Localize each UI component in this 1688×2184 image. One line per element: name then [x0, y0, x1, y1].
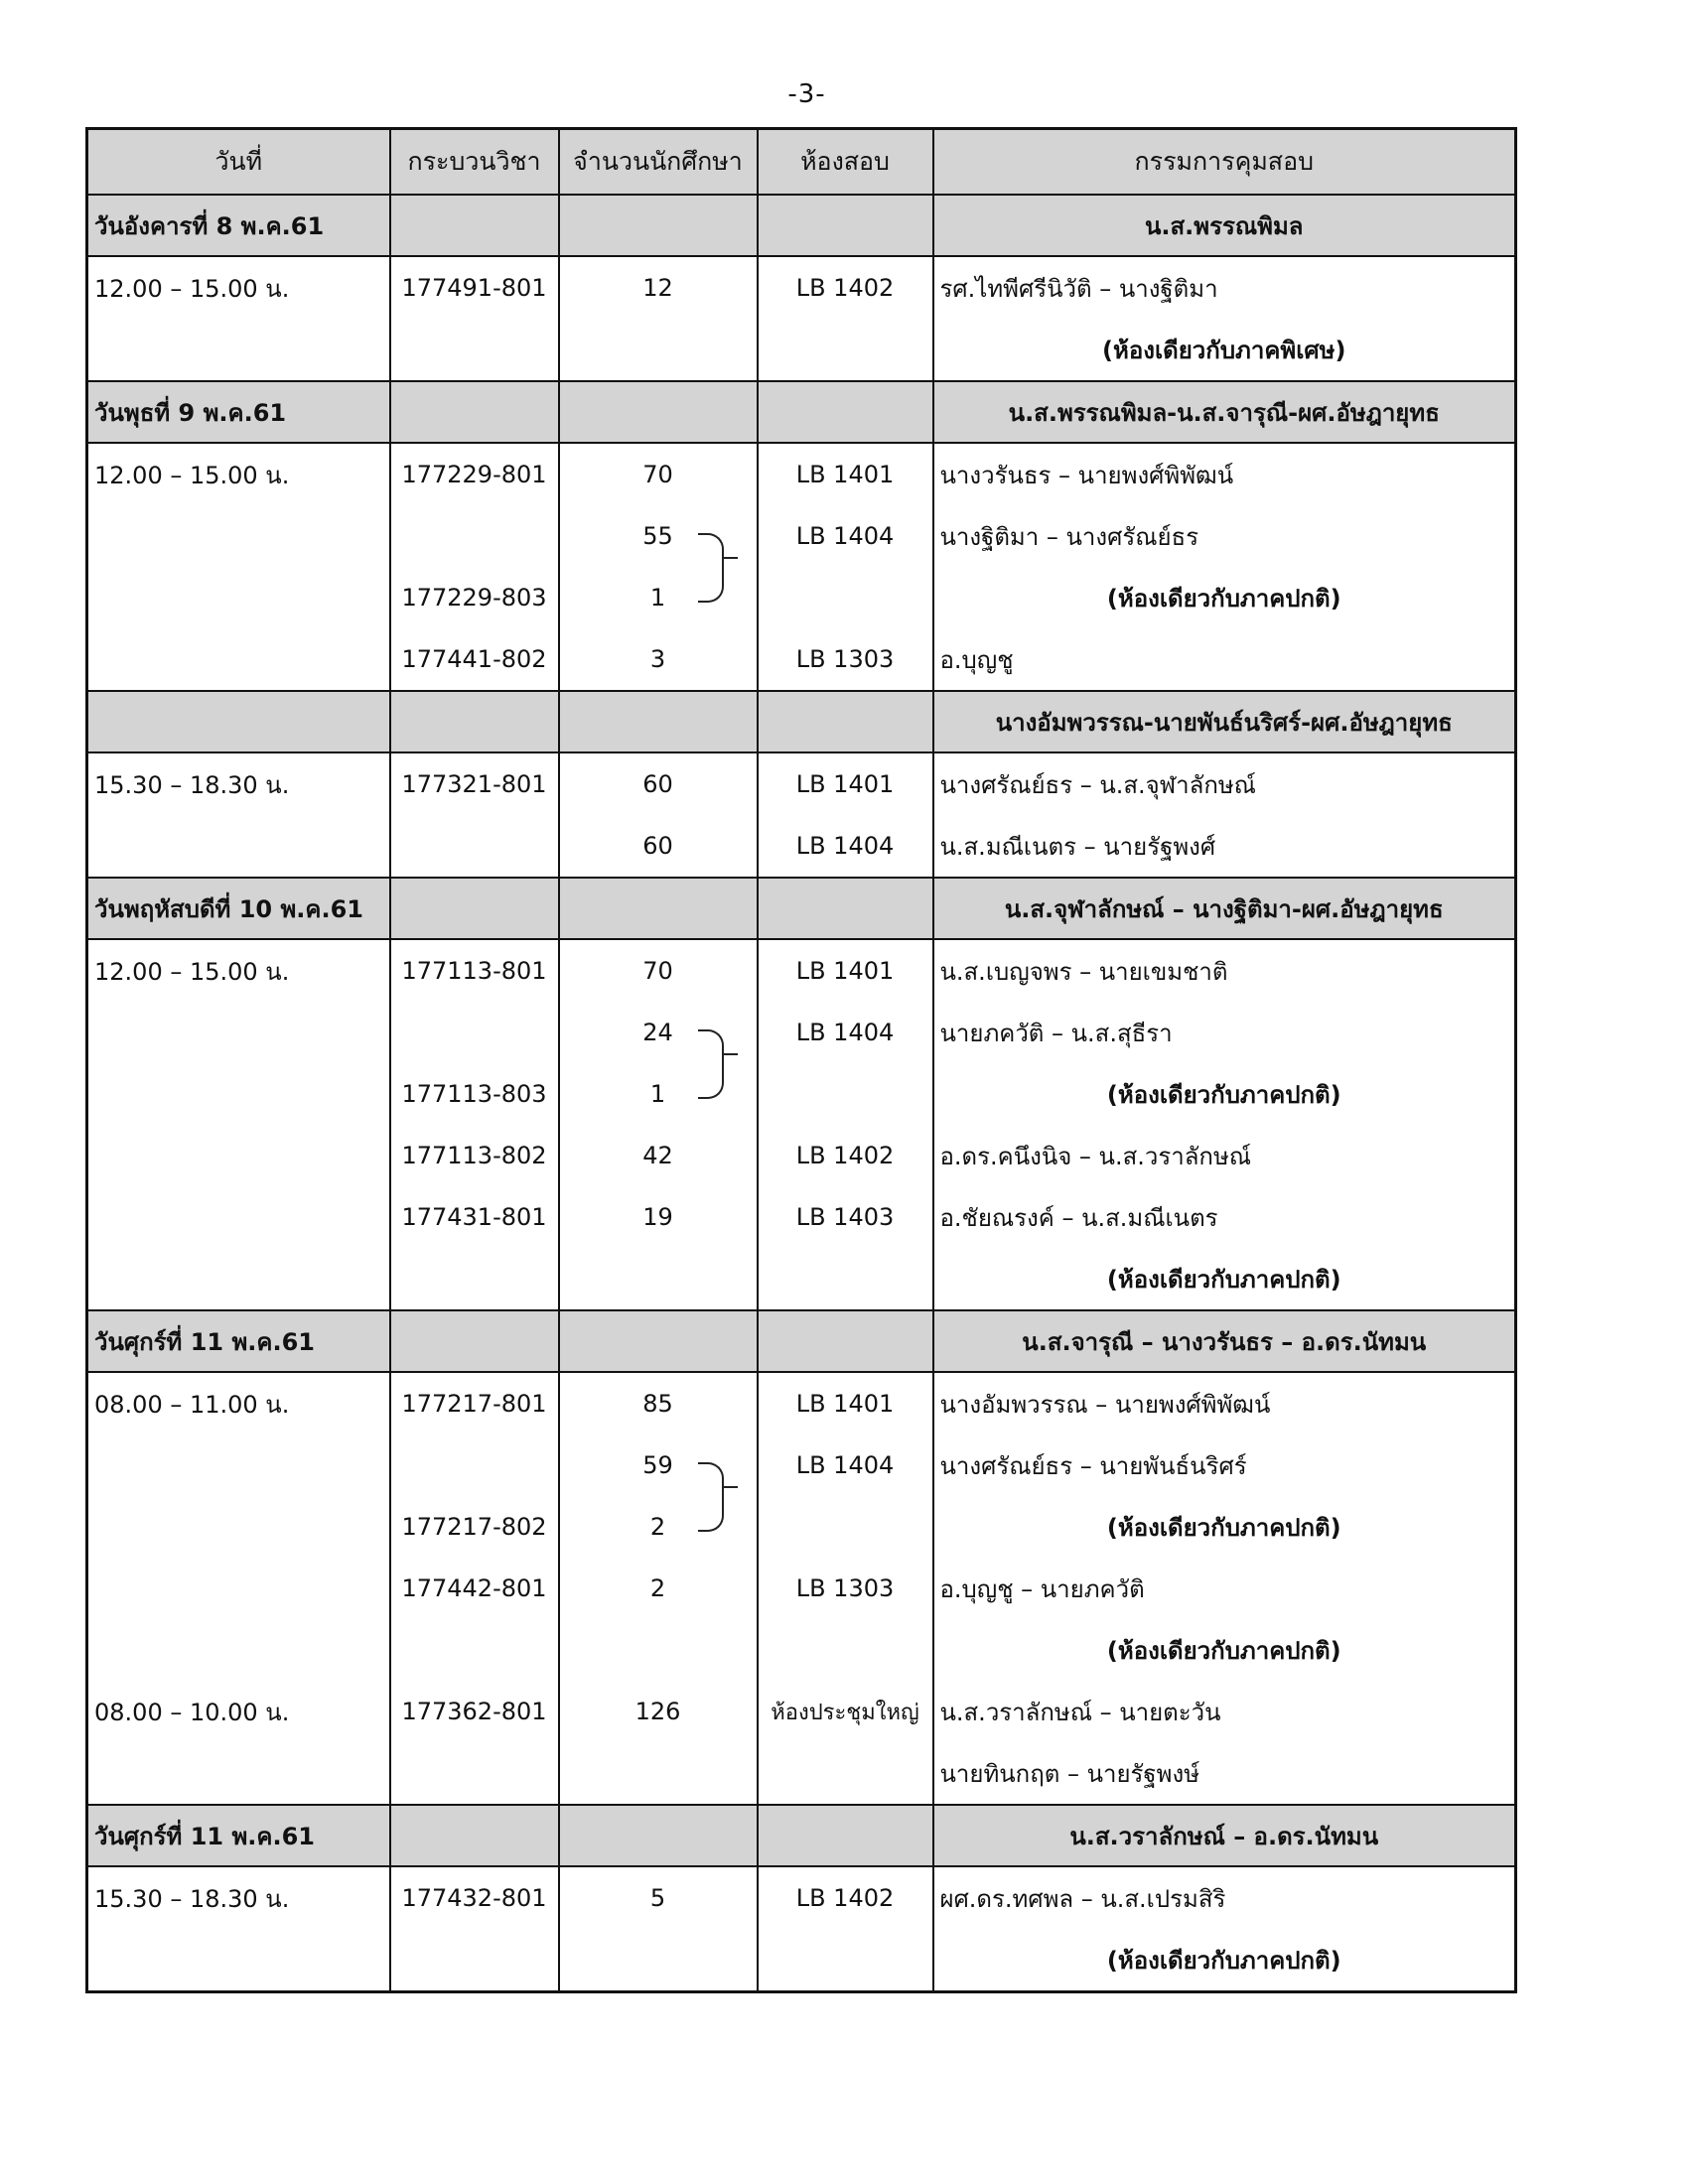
time-cell: 15.30 – 18.30 น.	[87, 752, 390, 815]
table-row	[87, 443, 1516, 505]
course-cell	[390, 319, 559, 381]
committee-cell: อ.ชัยณรงค์ – น.ส.มณีเนตร	[933, 1186, 1516, 1248]
student-count-value: 60	[642, 832, 673, 860]
empty-cell	[758, 691, 933, 752]
empty-cell	[559, 195, 758, 256]
student-count-value: 2	[649, 1513, 666, 1541]
course-cell	[390, 1929, 559, 1992]
empty-cell	[390, 195, 559, 256]
day-header-row	[87, 1310, 1516, 1372]
time-cell: 12.00 – 15.00 น.	[87, 443, 390, 505]
day-committee-cell: น.ส.วราลักษณ์ – อ.ดร.นัทมน	[933, 1805, 1516, 1866]
time-cell: 15.30 – 18.30 น.	[87, 1866, 390, 1929]
table-row	[87, 1558, 1516, 1619]
table-row	[87, 1372, 1516, 1434]
day-header-row	[87, 1805, 1516, 1866]
course-cell	[390, 1002, 559, 1063]
day-date-cell: วันพุธที่ 9 พ.ค.61	[87, 381, 390, 443]
schedule-body	[87, 195, 1516, 1992]
committee-cell: น.ส.เบญจพร – นายเขมชาติ	[933, 939, 1516, 1002]
empty-cell	[390, 691, 559, 752]
student-count-cell	[559, 1125, 758, 1186]
room-cell: LB 1404	[758, 1434, 933, 1496]
committee-cell: รศ.ไทพีศรีนิวัติ – นางฐิติมา	[933, 256, 1516, 319]
empty-cell	[758, 195, 933, 256]
course-cell: 177431-801	[390, 1186, 559, 1248]
time-cell: 12.00 – 15.00 น.	[87, 939, 390, 1002]
same-room-note: (ห้องเดียวกับภาคปกติ)	[933, 1619, 1516, 1681]
time-cell	[87, 628, 390, 691]
student-count-value: 70	[642, 957, 673, 985]
day-header-row	[87, 691, 1516, 752]
course-cell: 177229-803	[390, 567, 559, 628]
day-committee-cell: น.ส.จุฬาลักษณ์ – นางฐิติมา-ผศ.อัษฎายุทธ	[933, 878, 1516, 939]
table-row	[87, 1742, 1516, 1805]
table-row	[87, 1619, 1516, 1681]
table-row	[87, 319, 1516, 381]
time-cell: 08.00 – 10.00 น.	[87, 1681, 390, 1742]
header-committee: กรรมการคุมสอบ	[933, 129, 1516, 196]
committee-cell: ผศ.ดร.ทศพล – น.ส.เปรมสิริ	[933, 1866, 1516, 1929]
student-count-cell	[559, 1619, 758, 1681]
same-room-note: (ห้องเดียวกับภาคปกติ)	[933, 1248, 1516, 1310]
room-cell: LB 1401	[758, 752, 933, 815]
brace-tip-mark	[722, 1053, 738, 1055]
time-cell	[87, 319, 390, 381]
student-count-value: 1	[649, 584, 666, 612]
time-cell	[87, 1929, 390, 1992]
course-cell: 177113-803	[390, 1063, 559, 1125]
student-count-value: 42	[642, 1142, 673, 1169]
room-cell	[758, 1619, 933, 1681]
student-count-value: 85	[642, 1390, 673, 1418]
table-row	[87, 1929, 1516, 1992]
student-count-cell	[559, 1002, 758, 1063]
day-committee-cell: นางอัมพวรรณ-นายพันธ์นริศร์-ผศ.อัษฎายุทธ	[933, 691, 1516, 752]
page-number: -3-	[787, 79, 826, 109]
time-cell	[87, 1619, 390, 1681]
course-cell: 177491-801	[390, 256, 559, 319]
day-header-row	[87, 381, 1516, 443]
student-count-cell	[559, 567, 758, 628]
student-count-value: 2	[649, 1574, 666, 1602]
time-cell	[87, 1248, 390, 1310]
day-date-cell: วันพฤหัสบดีที่ 10 พ.ค.61	[87, 878, 390, 939]
room-cell: LB 1404	[758, 1002, 933, 1063]
student-count-cell	[559, 1186, 758, 1248]
header-date: วันที่	[87, 129, 390, 196]
student-count-cell	[559, 1558, 758, 1619]
day-header-row	[87, 195, 1516, 256]
committee-cell: นางวรันธร – นายพงศ์พิพัฒน์	[933, 443, 1516, 505]
table-row	[87, 1125, 1516, 1186]
committee-cell: อ.บุญชู – นายภควัติ	[933, 1558, 1516, 1619]
course-cell: 177362-801	[390, 1681, 559, 1742]
student-count-cell	[559, 1063, 758, 1125]
course-cell: 177217-802	[390, 1496, 559, 1558]
day-committee-cell: น.ส.จารุณี – นางวรันธร – อ.ดร.นัทมน	[933, 1310, 1516, 1372]
student-count-value: 59	[642, 1451, 673, 1479]
committee-cell: น.ส.มณีเนตร – นายรัฐพงศ์	[933, 815, 1516, 878]
student-count-cell	[559, 1742, 758, 1805]
room-cell: LB 1303	[758, 628, 933, 691]
student-count-cell	[559, 1866, 758, 1929]
time-cell	[87, 1434, 390, 1496]
room-cell: LB 1401	[758, 1372, 933, 1434]
student-count-value: 3	[649, 645, 666, 673]
table-row	[87, 1002, 1516, 1063]
empty-cell	[559, 691, 758, 752]
brace-top-mark	[698, 533, 724, 567]
committee-cell: อ.ดร.คนึงนิจ – น.ส.วราลักษณ์	[933, 1125, 1516, 1186]
table-row	[87, 815, 1516, 878]
day-header-row	[87, 878, 1516, 939]
room-cell: LB 1403	[758, 1186, 933, 1248]
student-count-cell	[559, 443, 758, 505]
table-row	[87, 1496, 1516, 1558]
empty-cell	[559, 381, 758, 443]
header-students: จำนวนนักศึกษา	[559, 129, 758, 196]
student-count-cell	[559, 505, 758, 567]
room-cell: LB 1402	[758, 1125, 933, 1186]
student-count-cell	[559, 1248, 758, 1310]
day-committee-cell: น.ส.พรรณพิมล	[933, 195, 1516, 256]
table-row	[87, 752, 1516, 815]
exam-schedule-table	[85, 127, 1517, 1993]
time-cell	[87, 1125, 390, 1186]
time-cell	[87, 1186, 390, 1248]
room-cell: LB 1401	[758, 443, 933, 505]
student-count-cell	[559, 1434, 758, 1496]
student-count-cell	[559, 1372, 758, 1434]
room-cell	[758, 567, 933, 628]
empty-cell	[390, 1805, 559, 1866]
table-row	[87, 567, 1516, 628]
table-row	[87, 628, 1516, 691]
brace-top-mark	[698, 1029, 724, 1063]
brace-tip-mark	[722, 1486, 738, 1488]
student-count-cell	[559, 628, 758, 691]
room-cell	[758, 1742, 933, 1805]
committee-cell: นางอัมพวรรณ – นายพงศ์พิพัฒน์	[933, 1372, 1516, 1434]
day-date-cell: วันศุกร์ที่ 11 พ.ค.61	[87, 1805, 390, 1866]
empty-cell	[390, 878, 559, 939]
course-cell	[390, 505, 559, 567]
course-cell: 177217-801	[390, 1372, 559, 1434]
time-cell	[87, 505, 390, 567]
room-cell: LB 1303	[758, 1558, 933, 1619]
room-cell: LB 1404	[758, 505, 933, 567]
committee-cell: นางศรัณย์ธร – น.ส.จุฬาลักษณ์	[933, 752, 1516, 815]
room-cell: LB 1402	[758, 256, 933, 319]
committee-cell: นายทินกฤต – นายรัฐพงษ์	[933, 1742, 1516, 1805]
course-cell: 177321-801	[390, 752, 559, 815]
student-count-cell	[559, 939, 758, 1002]
header-room: ห้องสอบ	[758, 129, 933, 196]
empty-cell	[758, 381, 933, 443]
course-cell: 177432-801	[390, 1866, 559, 1929]
student-count-cell	[559, 1496, 758, 1558]
time-cell	[87, 1496, 390, 1558]
room-cell	[758, 319, 933, 381]
brace-top-mark	[698, 1462, 724, 1496]
time-cell: 08.00 – 11.00 น.	[87, 1372, 390, 1434]
empty-cell	[758, 878, 933, 939]
student-count-value: 19	[642, 1203, 673, 1231]
header-course: กระบวนวิชา	[390, 129, 559, 196]
student-count-cell	[559, 815, 758, 878]
room-cell: LB 1401	[758, 939, 933, 1002]
empty-cell	[758, 1310, 933, 1372]
same-room-note: (ห้องเดียวกับภาคปกติ)	[933, 1063, 1516, 1125]
empty-cell	[390, 1310, 559, 1372]
course-cell: 177113-802	[390, 1125, 559, 1186]
room-cell: LB 1404	[758, 815, 933, 878]
student-count-cell	[559, 1681, 758, 1742]
same-room-note: (ห้องเดียวกับภาคปกติ)	[933, 567, 1516, 628]
time-cell	[87, 815, 390, 878]
day-date-cell: วันศุกร์ที่ 11 พ.ค.61	[87, 1310, 390, 1372]
same-room-note: (ห้องเดียวกับภาคพิเศษ)	[933, 319, 1516, 381]
student-count-value: 60	[642, 770, 673, 798]
course-cell	[390, 1742, 559, 1805]
committee-cell: นางศรัณย์ธร – นายพันธ์นริศร์	[933, 1434, 1516, 1496]
table-row	[87, 1866, 1516, 1929]
empty-cell	[559, 878, 758, 939]
course-cell: 177229-801	[390, 443, 559, 505]
table-row	[87, 256, 1516, 319]
committee-cell: น.ส.วราลักษณ์ – นายตะวัน	[933, 1681, 1516, 1742]
brace-bottom-mark	[698, 567, 724, 603]
day-date-cell: วันอังคารที่ 8 พ.ค.61	[87, 195, 390, 256]
course-cell	[390, 1619, 559, 1681]
committee-cell: นางฐิติมา – นางศรัณย์ธร	[933, 505, 1516, 567]
day-committee-cell: น.ส.พรรณพิมล-น.ส.จารุณี-ผศ.อัษฎายุทธ	[933, 381, 1516, 443]
student-count-cell	[559, 319, 758, 381]
room-cell	[758, 1063, 933, 1125]
student-count-cell	[559, 256, 758, 319]
course-cell	[390, 1248, 559, 1310]
room-cell: ห้องประชุมใหญ่	[758, 1681, 933, 1742]
student-count-value: 70	[642, 461, 673, 488]
table-row	[87, 1434, 1516, 1496]
empty-cell	[390, 381, 559, 443]
course-cell	[390, 1434, 559, 1496]
student-count-value: 1	[649, 1080, 666, 1108]
time-cell	[87, 1742, 390, 1805]
brace-bottom-mark	[698, 1063, 724, 1099]
student-count-value: 5	[649, 1884, 666, 1912]
course-cell: 177113-801	[390, 939, 559, 1002]
table-header-row	[87, 129, 1516, 196]
room-cell	[758, 1929, 933, 1992]
time-cell	[87, 1063, 390, 1125]
brace-bottom-mark	[698, 1496, 724, 1532]
empty-cell	[559, 1805, 758, 1866]
table-row	[87, 505, 1516, 567]
time-cell	[87, 567, 390, 628]
time-cell	[87, 1558, 390, 1619]
time-cell	[87, 1002, 390, 1063]
room-cell	[758, 1248, 933, 1310]
course-cell: 177441-802	[390, 628, 559, 691]
same-room-note: (ห้องเดียวกับภาคปกติ)	[933, 1929, 1516, 1992]
day-date-cell	[87, 691, 390, 752]
room-cell: LB 1402	[758, 1866, 933, 1929]
table-row	[87, 939, 1516, 1002]
committee-cell: นายภควัติ – น.ส.สุธีรา	[933, 1002, 1516, 1063]
course-cell	[390, 815, 559, 878]
empty-cell	[559, 1310, 758, 1372]
same-room-note: (ห้องเดียวกับภาคปกติ)	[933, 1496, 1516, 1558]
student-count-cell	[559, 1929, 758, 1992]
table-row	[87, 1063, 1516, 1125]
committee-cell: อ.บุญชู	[933, 628, 1516, 691]
student-count-value: 126	[634, 1698, 681, 1725]
table-row	[87, 1681, 1516, 1742]
empty-cell	[758, 1805, 933, 1866]
student-count-value: 24	[642, 1019, 673, 1046]
brace-tip-mark	[722, 557, 738, 559]
table-row	[87, 1248, 1516, 1310]
table-row	[87, 1186, 1516, 1248]
room-cell	[758, 1496, 933, 1558]
student-count-cell	[559, 752, 758, 815]
student-count-value: 55	[642, 522, 673, 550]
time-cell: 12.00 – 15.00 น.	[87, 256, 390, 319]
course-cell: 177442-801	[390, 1558, 559, 1619]
student-count-value: 12	[642, 274, 673, 302]
